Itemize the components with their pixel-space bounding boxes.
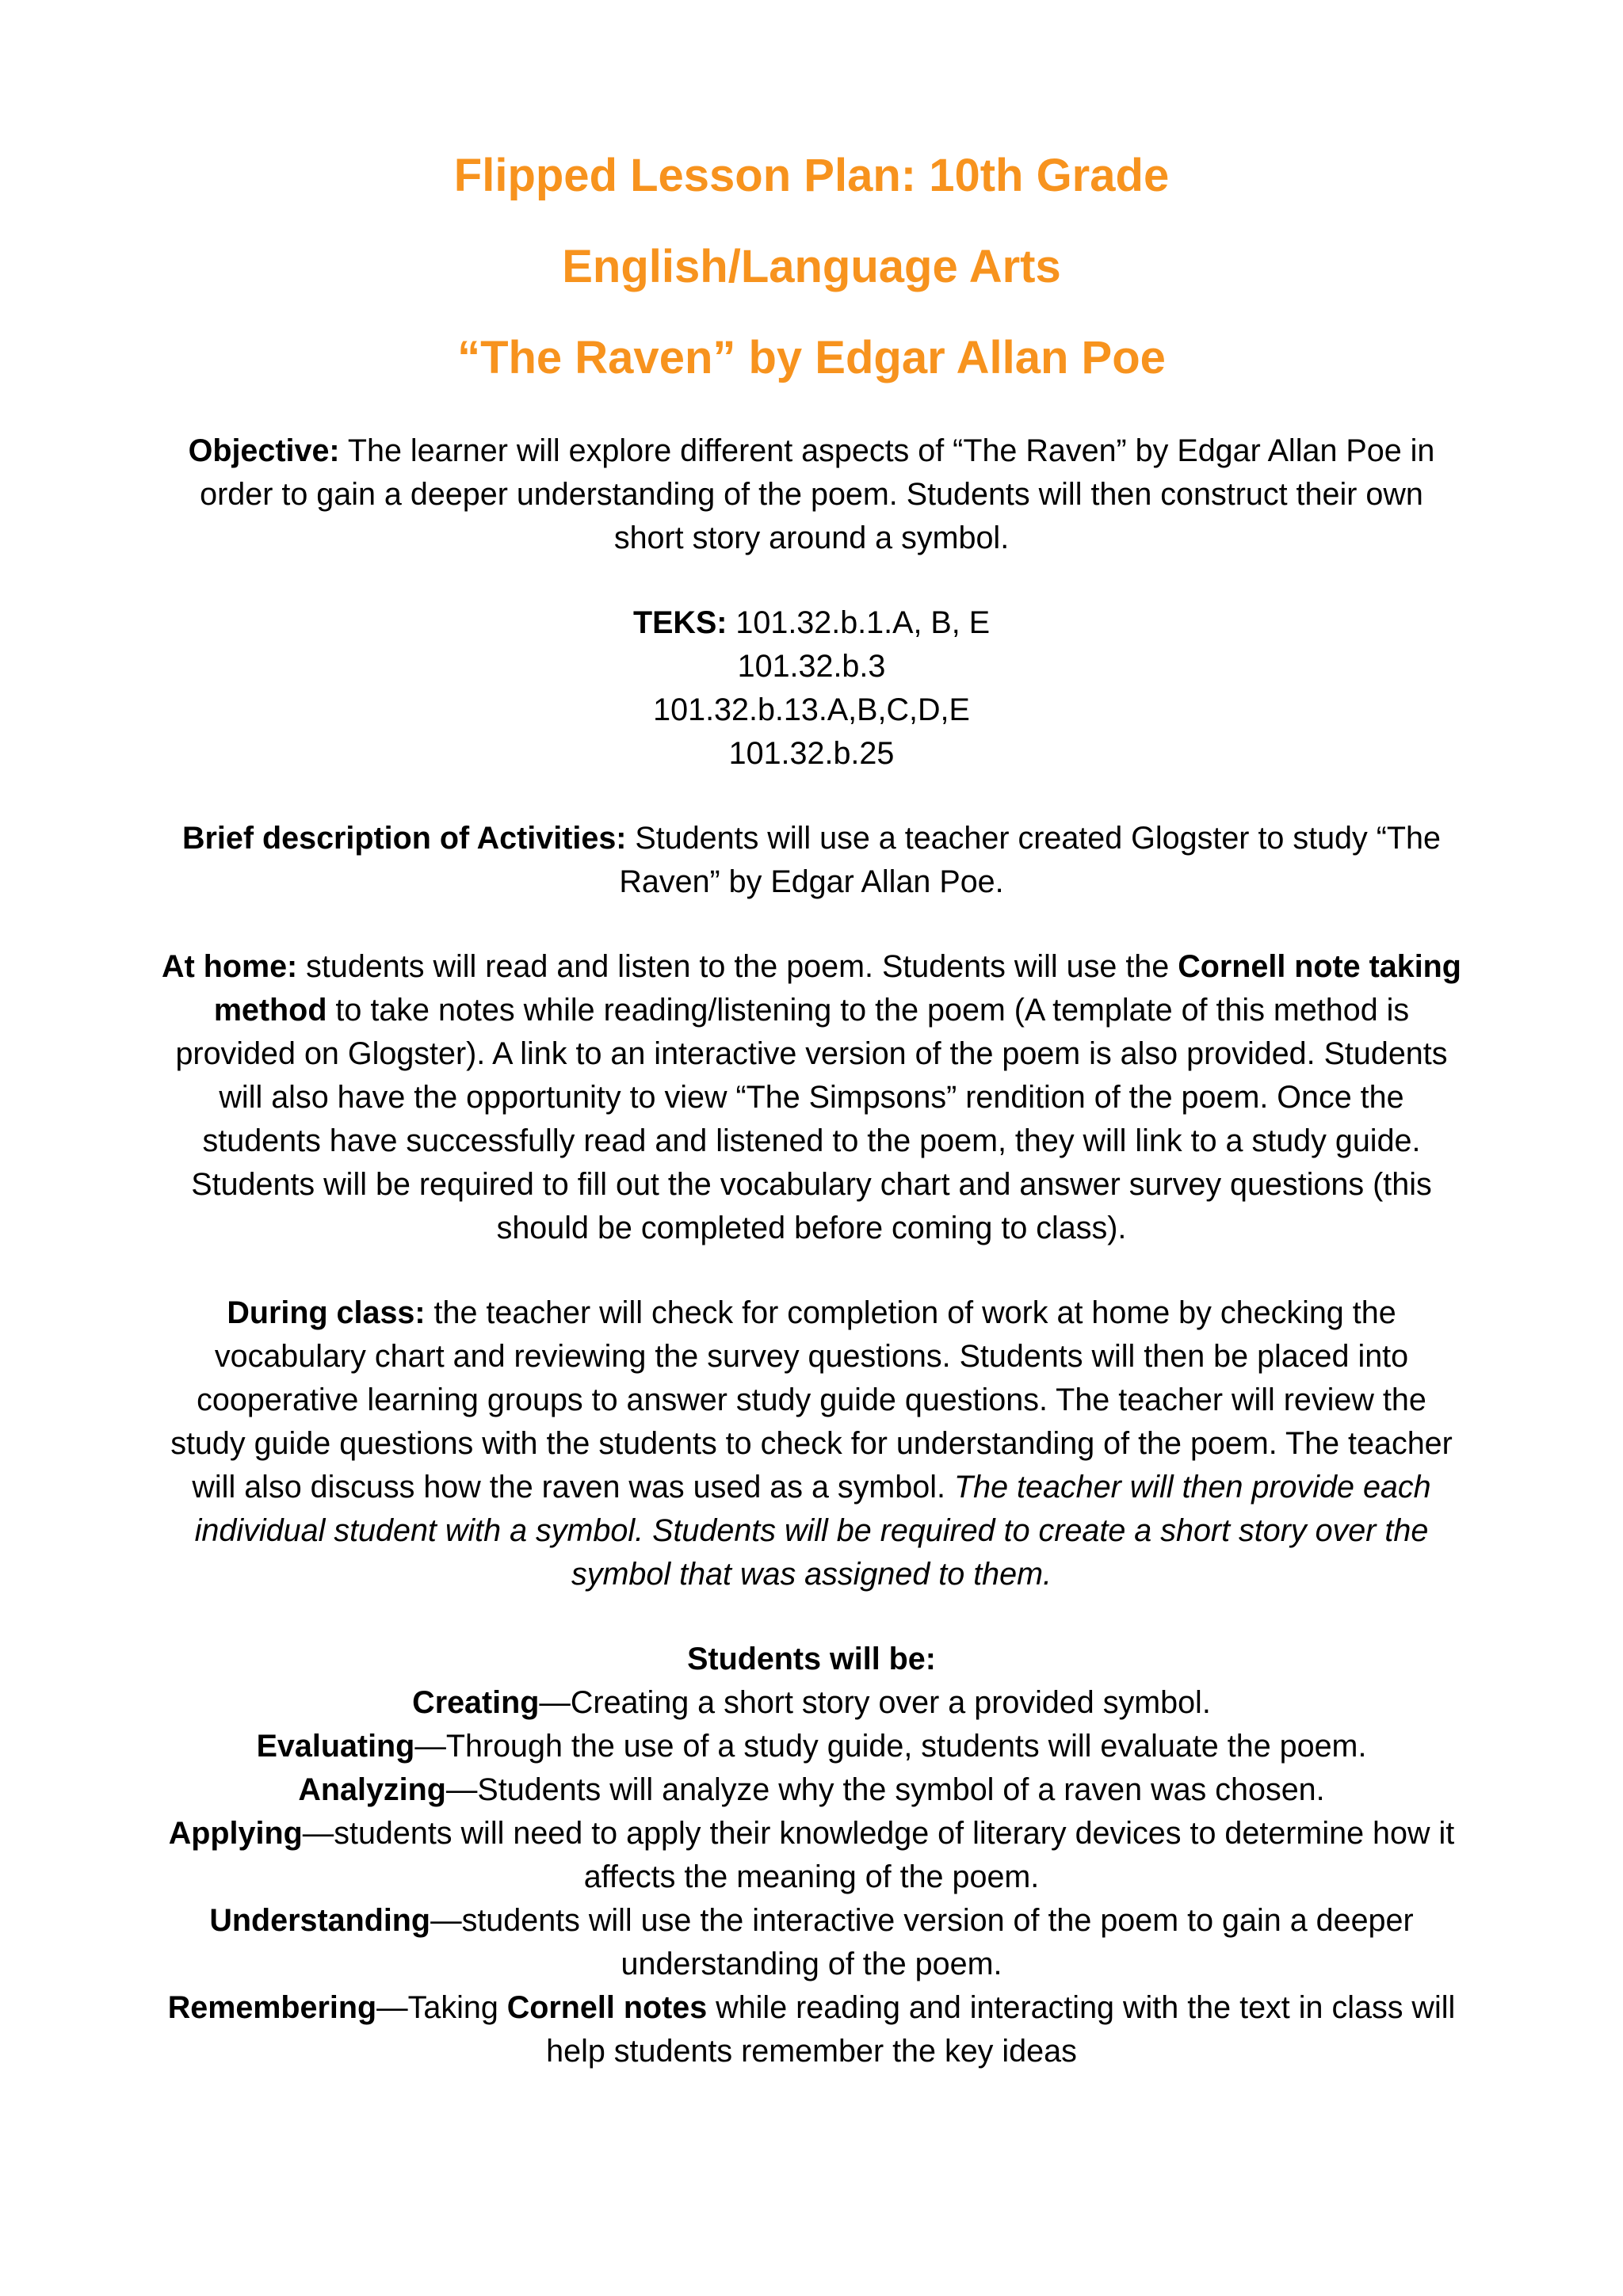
- brief-description-text: Students will use a teacher created Glogster to study “The Raven” by Edgar Allan Poe.: [619, 821, 1441, 899]
- understanding-label: Understanding: [209, 1903, 431, 1938]
- during-class-italic-text: The teacher will then provide each individual student with a symbol. Students will be required to create a short story over the symbol that was assigned to them.: [194, 1470, 1431, 1592]
- creating-text: —Creating a short story over a provided symbol.: [539, 1685, 1211, 1720]
- title-line-3: “The Raven” by Edgar Allan Poe: [457, 332, 1166, 383]
- title-line-2: English/Language Arts: [562, 241, 1061, 292]
- teks-label: TEKS:: [632, 605, 727, 640]
- at-home-label: At home:: [162, 949, 298, 984]
- teks-line-4: 101.32.b.25: [728, 736, 895, 771]
- students-will-be-section: [162, 1638, 1461, 2073]
- document-title: [0, 150, 1623, 383]
- analyzing-label: Analyzing: [298, 1772, 446, 1807]
- teks-paragraph: [162, 601, 1461, 776]
- objective-text: The learner will explore different aspects of “The Raven” by Edgar Allan Poe in order to gain a deeper understanding of the poem. Students will then construct their own short story around a symbol.: [200, 433, 1435, 555]
- understanding-text: —students will use the interactive version of the poem to gain a deeper understanding of the poem.: [430, 1903, 1414, 1981]
- cornell-method-text: Cornell note taking method: [213, 949, 1461, 1028]
- applying-label: Applying: [168, 1816, 303, 1851]
- during-class-paragraph: [162, 1291, 1461, 1596]
- objective-label: Objective:: [188, 433, 340, 468]
- remembering-text-2: while reading and interacting with the text in class will help students remember the key ideas: [546, 1990, 1456, 2069]
- cornell-notes-text: Cornell notes: [506, 1990, 708, 2025]
- teks-line-3: 101.32.b.13.A,B,C,D,E: [653, 692, 970, 727]
- students-will-be-heading: Students will be:: [687, 1642, 936, 1676]
- document-body: [162, 429, 1461, 2073]
- applying-text: —students will need to apply their knowledge of literary devices to determine how it affects the meaning of the poem.: [302, 1816, 1455, 1894]
- brief-description-paragraph: [162, 817, 1461, 904]
- during-class-label: During class:: [227, 1295, 426, 1330]
- at-home-paragraph: [162, 945, 1461, 1250]
- remembering-label: Remembering: [167, 1990, 377, 2025]
- evaluating-text: —Through the use of a study guide, students will evaluate the poem.: [414, 1729, 1367, 1764]
- teks-line-1: 101.32.b.1.A, B, E: [727, 605, 991, 640]
- creating-label: Creating: [412, 1685, 540, 1720]
- analyzing-text: —Students will analyze why the symbol of a raven was chosen.: [445, 1772, 1325, 1807]
- at-home-text-2: to take notes while reading/listening to the poem (A template of this method is provided on Glogster). A link to an interactive version of the poem is also provided. Students will also have the opportunity to view “The Simpsons” rendition of the poem. Once the students have successfully read and listened to the poem, they will link to a study guide. Students will be required to fill out the vocabulary chart and answer survey questions (this should be completed before coming to class).: [175, 993, 1448, 1245]
- at-home-text-1: students will read and listen to the poem. Students will use the: [297, 949, 1178, 984]
- evaluating-label: Evaluating: [256, 1729, 415, 1764]
- during-class-text: the teacher will check for completion of work at home by checking the vocabulary chart and reviewing the survey questions. Students will then be placed into cooperative learning groups to answer study guide questions. The teacher will review the study guide questions with the students to check for understanding of the poem. The teacher will also discuss how the raven was used as a symbol.: [170, 1295, 1453, 1505]
- remembering-text-1: —Taking: [376, 1990, 507, 2025]
- title-line-1: Flipped Lesson Plan: 10th Grade: [453, 150, 1170, 201]
- brief-description-label: Brief description of Activities:: [182, 821, 627, 856]
- objective-paragraph: [162, 429, 1461, 560]
- teks-line-2: 101.32.b.3: [737, 649, 886, 684]
